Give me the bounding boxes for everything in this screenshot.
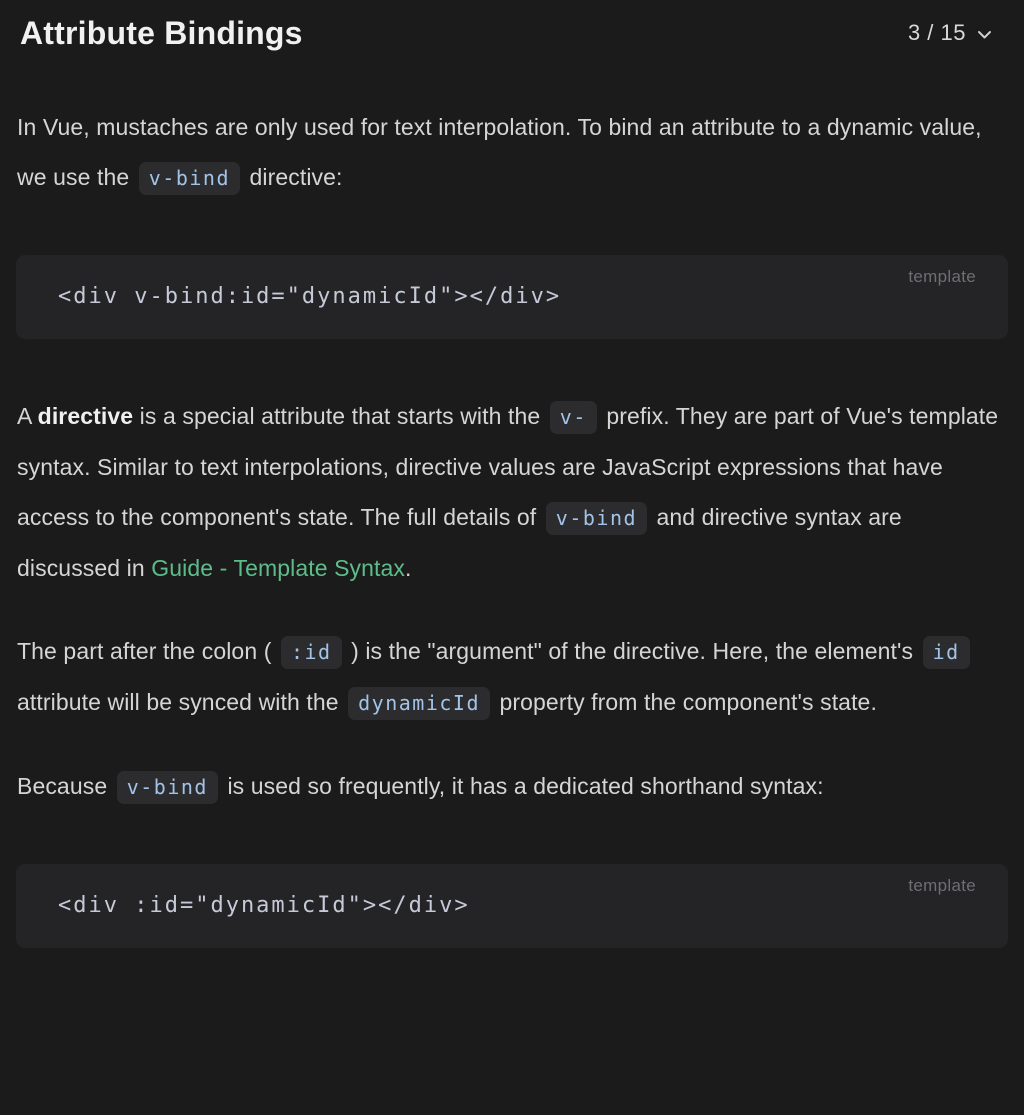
text-run: attribute will be synced with the [17, 689, 346, 715]
paragraph-directive [17, 391, 1007, 593]
paragraph-shorthand [17, 761, 1007, 812]
inline-code: dynamicId [348, 687, 490, 720]
text-run: The part after the colon ( [17, 638, 278, 664]
text-run: In Vue, mustaches are only used for text interpolation. To bind an attribute to a dynamic value, we use the [17, 114, 982, 190]
inline-code: id [923, 636, 970, 669]
text-run: prefix. They are part of Vue's template syntax. Similar to text interpolations, directive values are JavaScript expressions that have access to the component's state. The full details of [17, 403, 999, 530]
chevron-down-icon[interactable] [975, 25, 994, 44]
code-lang-label: template [908, 876, 976, 895]
text-run: ) is the "argument" of the directive. Here, the element's [344, 638, 920, 664]
step-selector-dropdown[interactable] [908, 20, 1004, 46]
text-run: A [17, 403, 38, 429]
text-run: and directive syntax are discussed in [17, 504, 902, 581]
code-lang-label: template [908, 267, 976, 286]
bold-text: directive [37, 403, 134, 429]
inline-code: v-bind [139, 162, 240, 195]
step-indicator: 3 / 15 [907, 20, 966, 45]
text-run: property from the component's state. [493, 689, 877, 715]
inline-code: v-bind [117, 771, 218, 804]
code-snippet: <div v-bind:id="dynamicId"></div> [58, 284, 562, 309]
code-block-vbind-shorthand [16, 864, 1008, 948]
text-run: is used so frequently, it has a dedicated shorthand syntax: [220, 773, 824, 799]
page-title: Attribute Bindings [20, 15, 303, 51]
inline-code: v-bind [546, 502, 647, 535]
inline-code: :id [281, 636, 342, 669]
inline-code: v- [550, 401, 597, 434]
code-block-vbind-full [16, 255, 1008, 339]
paragraph-argument [17, 626, 1007, 728]
paragraph-intro [17, 102, 1007, 203]
lesson-header [17, 10, 1007, 56]
text-run: Because [17, 773, 114, 799]
lesson-content [17, 102, 1007, 948]
text-run: . [405, 555, 412, 581]
code-snippet: <div :id="dynamicId"></div> [58, 893, 470, 918]
text-link[interactable]: Guide - Template Syntax [151, 555, 405, 581]
text-run: is a special attribute that starts with the [133, 403, 547, 429]
text-run: directive: [242, 164, 343, 190]
